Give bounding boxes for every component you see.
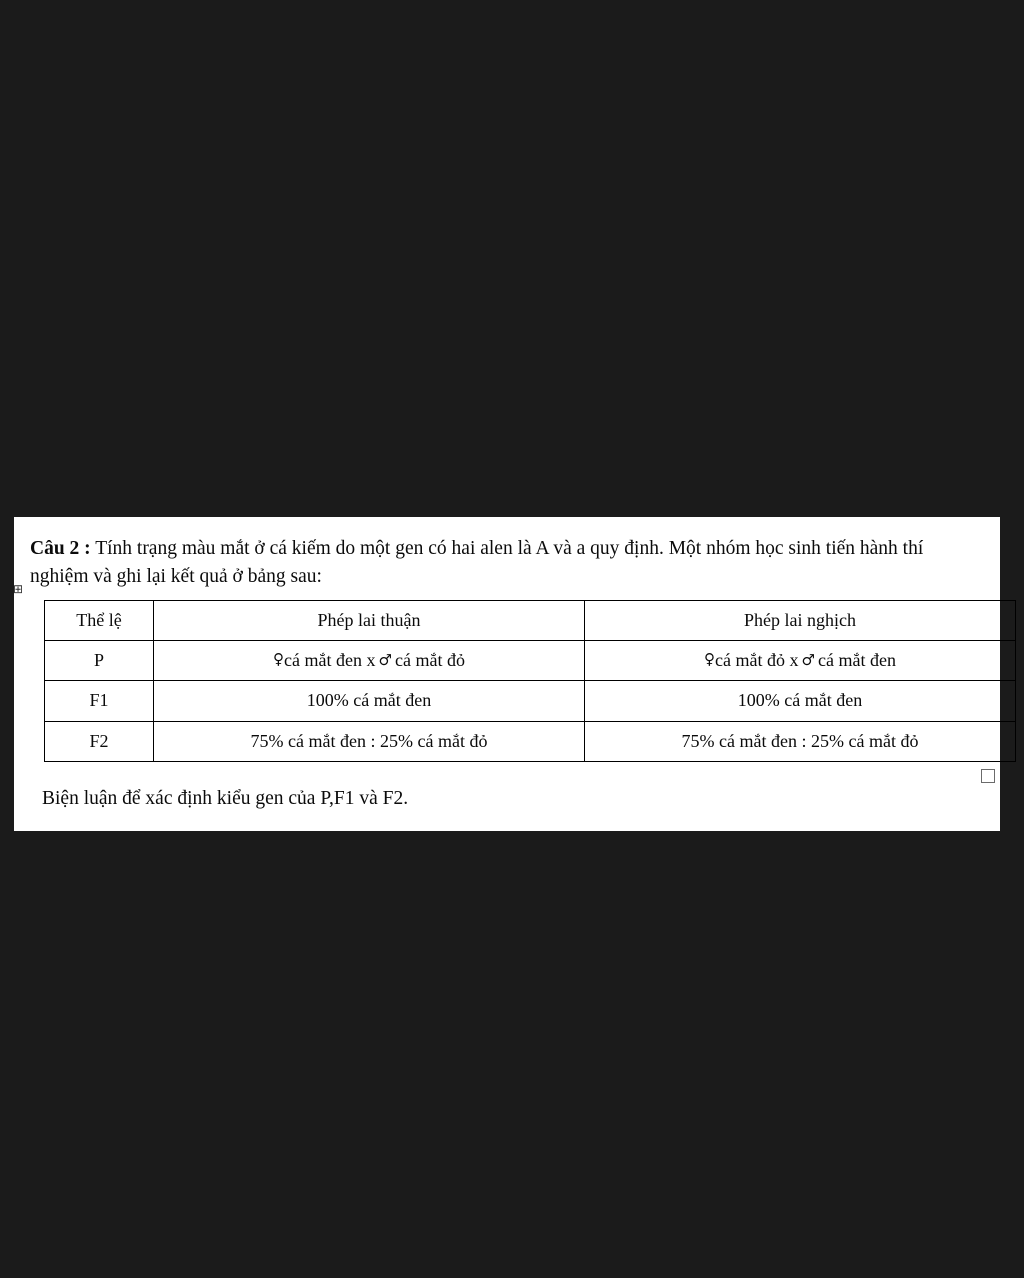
- female-symbol-icon: ♀: [273, 649, 285, 668]
- cell-p-forward-female-text: cá mắt đen x: [284, 649, 376, 670]
- closing-paragraph: Biện luận để xác định kiểu gen của P,F1 và F2.: [42, 788, 409, 810]
- header-cell-reverse-cross: Phép lai nghịch: [585, 600, 1016, 640]
- cell-p-reverse: [585, 640, 1016, 680]
- question-text: Tính trạng màu mắt ở cá kiếm do một gen có hai alen là A và a quy định. Một nhóm học sinh tiến hành thí nghiệm và ghi lại kết quả ở bảng sau:: [30, 538, 924, 588]
- table-row: [45, 681, 1016, 721]
- cell-p-forward: [154, 640, 585, 680]
- cell-f1-forward: 100% cá mắt đen: [154, 681, 585, 721]
- question-label: Câu 2 :: [30, 538, 91, 559]
- cross-results-table: [44, 600, 1016, 763]
- table-move-handle-icon[interactable]: ⊞: [13, 582, 24, 596]
- table-header-row: [45, 600, 1016, 640]
- row-label-f1: F1: [45, 681, 154, 721]
- table-row: [45, 721, 1016, 761]
- cell-p-reverse-male-text: cá mắt đen: [817, 649, 896, 670]
- male-symbol-icon: ♂: [801, 650, 815, 669]
- cell-f2-reverse: 75% cá mắt đen : 25% cá mắt đỏ: [585, 721, 1016, 761]
- header-cell-forward-cross: Phép lai thuận: [154, 600, 585, 640]
- cell-p-forward-male-text: cá mắt đỏ: [394, 649, 465, 670]
- question-paragraph: [30, 535, 978, 592]
- table-row: [45, 640, 1016, 680]
- header-cell-ratio: Thể lệ: [45, 600, 154, 640]
- document-body: [14, 517, 1000, 831]
- cell-p-reverse-female-text: cá mắt đỏ x: [715, 649, 799, 670]
- cell-f1-reverse: 100% cá mắt đen: [585, 681, 1016, 721]
- male-symbol-icon: ♂: [378, 650, 392, 669]
- female-symbol-icon: ♀: [704, 649, 716, 668]
- table-resize-handle[interactable]: [981, 769, 995, 783]
- document-sheet: [14, 517, 1000, 831]
- cell-f2-forward: 75% cá mắt đen : 25% cá mắt đỏ: [154, 721, 585, 761]
- row-label-p: P: [45, 640, 154, 680]
- row-label-f2: F2: [45, 721, 154, 761]
